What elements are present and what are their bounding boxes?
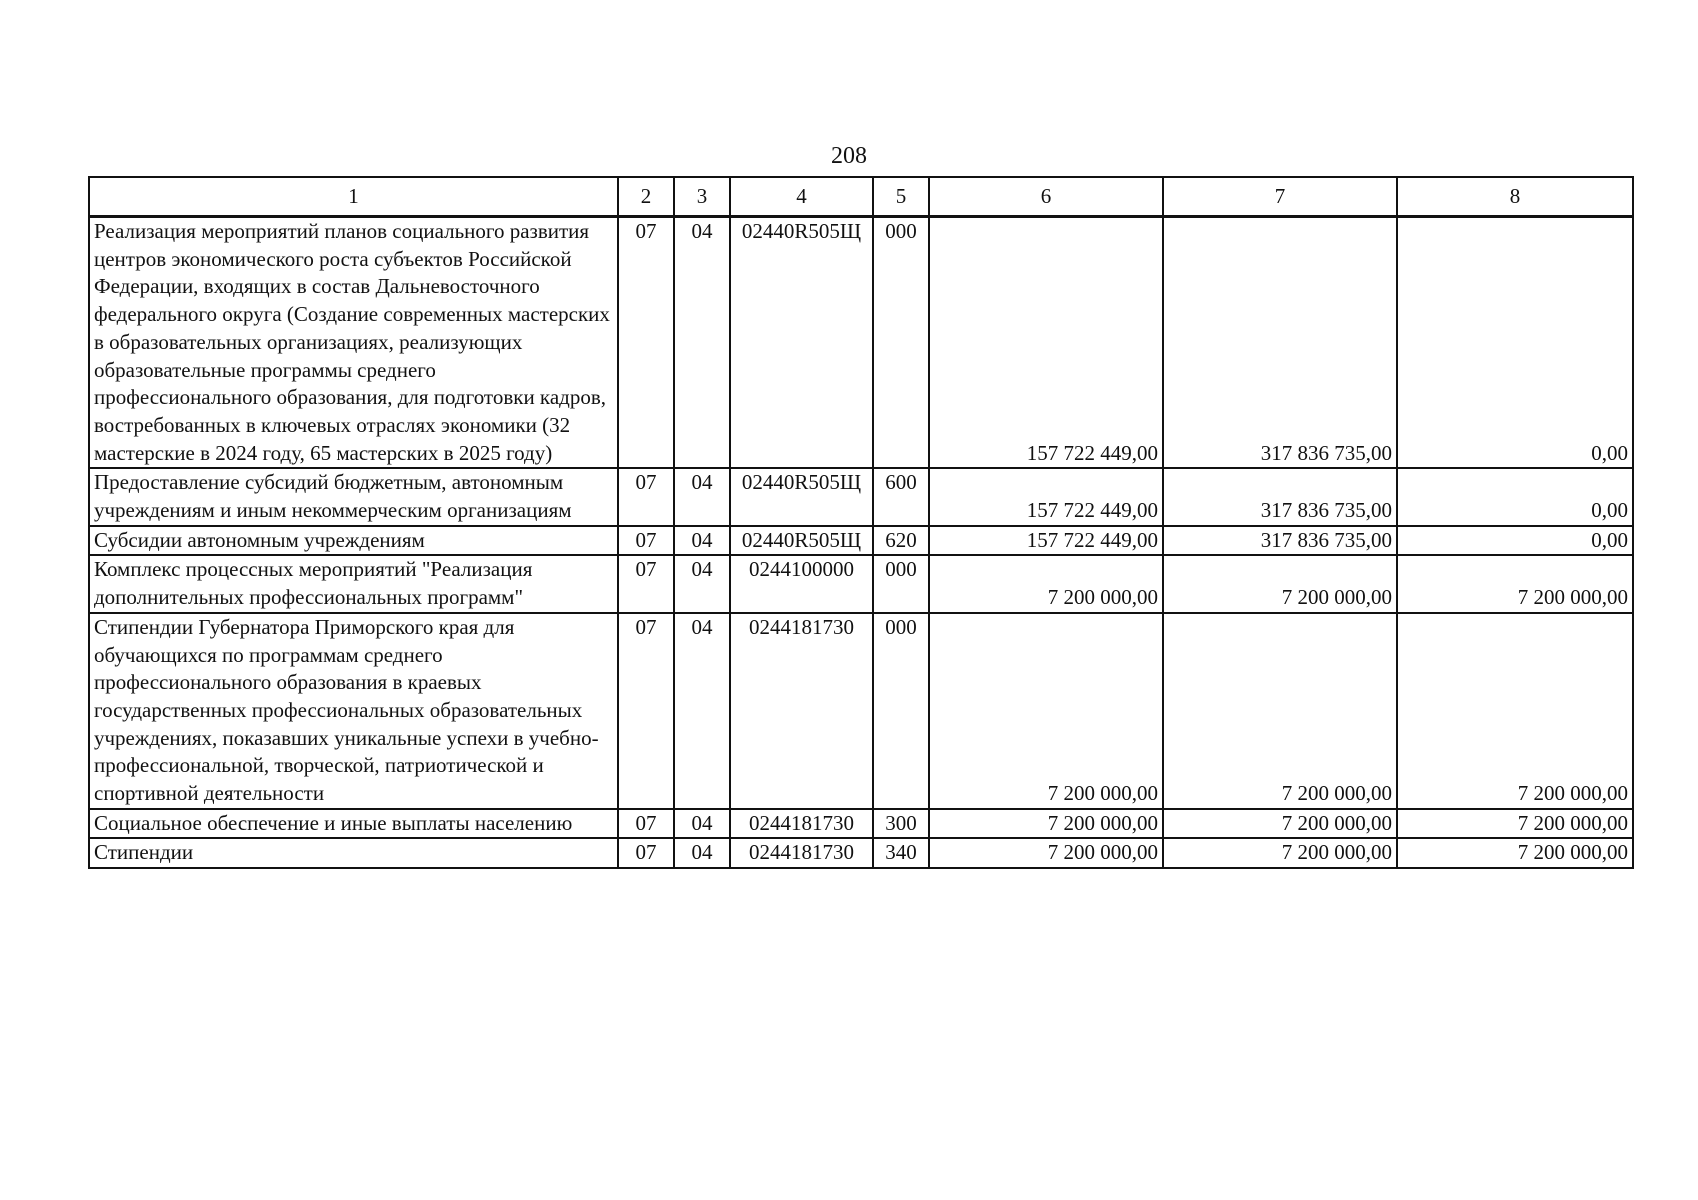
header-cell: 7 [1163,177,1397,217]
subsection-cell: 04 [674,809,730,839]
section-cell: 07 [618,809,674,839]
table-row [89,838,1633,868]
header-cell: 4 [730,177,873,217]
table-row [89,809,1633,839]
amount-col6-cell: 157 722 449,00 [929,217,1163,469]
target-article-cell: 02440R505Щ [730,526,873,556]
amount-col7-cell: 7 200 000,00 [1163,613,1397,809]
subsection-cell: 04 [674,526,730,556]
header-cell: 3 [674,177,730,217]
amount-col6-cell: 7 200 000,00 [929,613,1163,809]
expense-type-cell: 000 [873,217,929,469]
subsection-cell: 04 [674,217,730,469]
subsection-cell: 04 [674,468,730,525]
page-number: 208 [831,143,867,169]
row-name-cell: Стипендии Губернатора Приморского края для обучающихся по программам среднего профессионального образования в краевых государственных профессиональных образовательных учреждениях, показавших уникальные успехи в учебно-профессиональной, творческой, патриотической и спортивной деятельности [89,613,618,809]
amount-col6-cell: 7 200 000,00 [929,809,1163,839]
amount-col7-cell: 317 836 735,00 [1163,526,1397,556]
header-cell: 8 [1397,177,1633,217]
section-cell: 07 [618,838,674,868]
section-cell: 07 [618,613,674,809]
subsection-cell: 04 [674,555,730,612]
amount-col7-cell: 7 200 000,00 [1163,809,1397,839]
amount-col7-cell: 317 836 735,00 [1163,468,1397,525]
target-article-cell: 0244100000 [730,555,873,612]
expense-type-cell: 620 [873,526,929,556]
amount-col7-cell: 7 200 000,00 [1163,838,1397,868]
subsection-cell: 04 [674,613,730,809]
expense-type-cell: 000 [873,613,929,809]
table-row [89,468,1633,525]
row-name-cell: Комплекс процессных мероприятий "Реализация дополнительных профессиональных программ" [89,555,618,612]
header-cell: 5 [873,177,929,217]
row-name-cell: Реализация мероприятий планов социального развития центров экономического роста субъектов Российской Федерации, входящих в состав Дальневосточного федерального округа (Создание современных мастерских в образовательных организациях, реализующих образовательные программы среднего профессионального образования, для подготовки кадров, востребованных в ключевых отраслях экономики (32 мастерские в 2024 году, 65 мастерских в 2025 году) [89,217,618,469]
amount-col6-cell: 157 722 449,00 [929,468,1163,525]
expense-type-cell: 600 [873,468,929,525]
amount-col6-cell: 7 200 000,00 [929,838,1163,868]
expense-type-cell: 300 [873,809,929,839]
section-cell: 07 [618,468,674,525]
amount-col8-cell: 7 200 000,00 [1397,809,1633,839]
section-cell: 07 [618,555,674,612]
amount-col8-cell: 7 200 000,00 [1397,613,1633,809]
header-cell: 6 [929,177,1163,217]
amount-col8-cell: 0,00 [1397,468,1633,525]
header-cell: 1 [89,177,618,217]
row-name-cell: Социальное обеспечение и иные выплаты населению [89,809,618,839]
target-article-cell: 0244181730 [730,809,873,839]
expense-type-cell: 340 [873,838,929,868]
target-article-cell: 02440R505Щ [730,468,873,525]
amount-col7-cell: 7 200 000,00 [1163,555,1397,612]
amount-col8-cell: 0,00 [1397,217,1633,469]
table-row [89,555,1633,612]
target-article-cell: 0244181730 [730,613,873,809]
expense-type-cell: 000 [873,555,929,612]
budget-table [88,176,1634,869]
amount-col7-cell: 317 836 735,00 [1163,217,1397,469]
header-cell: 2 [618,177,674,217]
target-article-cell: 0244181730 [730,838,873,868]
target-article-cell: 02440R505Щ [730,217,873,469]
section-cell: 07 [618,217,674,469]
amount-col6-cell: 157 722 449,00 [929,526,1163,556]
amount-col6-cell: 7 200 000,00 [929,555,1163,612]
subsection-cell: 04 [674,838,730,868]
amount-col8-cell: 7 200 000,00 [1397,838,1633,868]
header-row [89,177,1633,217]
table-row [89,613,1633,809]
row-name-cell: Субсидии автономным учреждениям [89,526,618,556]
table-row [89,217,1633,469]
amount-col8-cell: 0,00 [1397,526,1633,556]
row-name-cell: Предоставление субсидий бюджетным, автономным учреждениям и иным некоммерческим организациям [89,468,618,525]
amount-col8-cell: 7 200 000,00 [1397,555,1633,612]
table-row [89,526,1633,556]
row-name-cell: Стипендии [89,838,618,868]
section-cell: 07 [618,526,674,556]
